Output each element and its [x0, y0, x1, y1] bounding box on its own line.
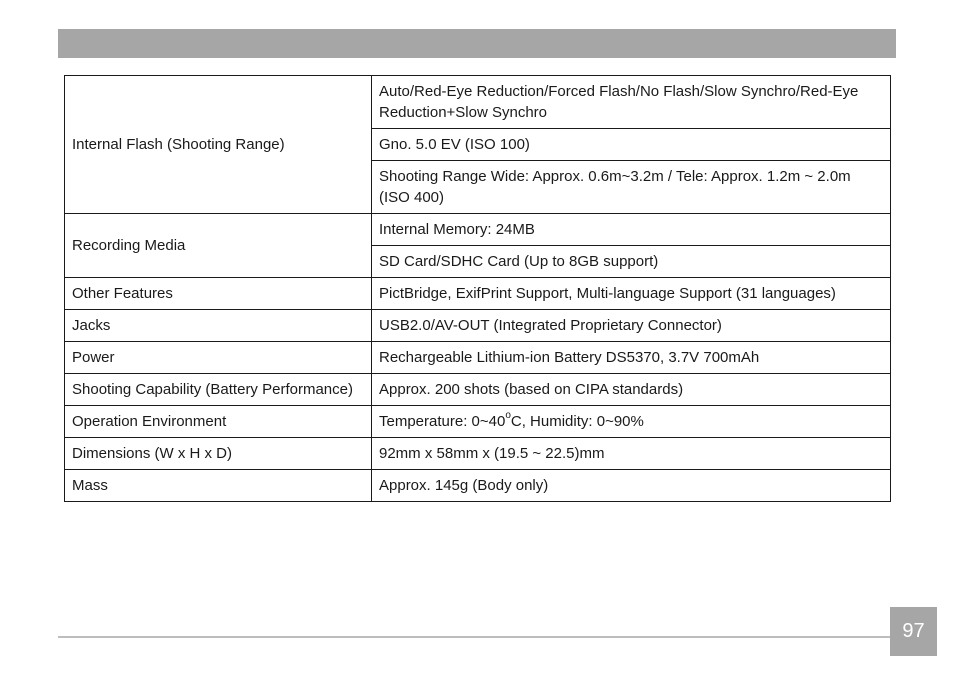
page-number: 97 [890, 607, 937, 656]
spec-value: Rechargeable Lithium-ion Battery DS5370, 3.7V 700mAh [372, 342, 891, 374]
table-row [65, 310, 891, 342]
footer-rule [58, 636, 890, 638]
spec-table [64, 75, 891, 502]
spec-label: Internal Flash (Shooting Range) [65, 76, 372, 214]
spec-value: PictBridge, ExifPrint Support, Multi-language Support (31 languages) [372, 278, 891, 310]
table-row [65, 374, 891, 406]
table-row [65, 438, 891, 470]
spec-label: Mass [65, 470, 372, 502]
spec-value: USB2.0/AV-OUT (Integrated Proprietary Connector) [372, 310, 891, 342]
spec-label: Jacks [65, 310, 372, 342]
spec-value: Shooting Range Wide: Approx. 0.6m~3.2m / Tele: Approx. 1.2m ~ 2.0m (ISO 400) [372, 161, 891, 214]
spec-value: Gno. 5.0 EV (ISO 100) [372, 129, 891, 161]
spec-value: Auto/Red-Eye Reduction/Forced Flash/No Flash/Slow Synchro/Red-Eye Reduction+Slow Synchro [372, 76, 891, 129]
spec-value: SD Card/SDHC Card (Up to 8GB support) [372, 246, 891, 278]
table-row [65, 470, 891, 502]
table-row [65, 278, 891, 310]
spec-value-temperature [372, 406, 891, 438]
spec-value: Approx. 145g (Body only) [372, 470, 891, 502]
table-row [65, 342, 891, 374]
spec-label: Power [65, 342, 372, 374]
spec-label: Operation Environment [65, 406, 372, 438]
table-row [65, 406, 891, 438]
temperature-suffix: C, Humidity: 0~90% [510, 413, 644, 430]
spec-label: Dimensions (W x H x D) [65, 438, 372, 470]
spec-label: Shooting Capability (Battery Performance) [65, 374, 372, 406]
spec-value: Approx. 200 shots (based on CIPA standards) [372, 374, 891, 406]
spec-value: Internal Memory: 24MB [372, 214, 891, 246]
header-bar [58, 29, 896, 58]
degree-mark: o [505, 410, 511, 421]
spec-value: 92mm x 58mm x (19.5 ~ 22.5)mm [372, 438, 891, 470]
temperature-prefix: Temperature: 0~40 [379, 413, 506, 430]
table-row [65, 214, 891, 246]
table-row [65, 76, 891, 129]
spec-label: Other Features [65, 278, 372, 310]
spec-label: Recording Media [65, 214, 372, 278]
